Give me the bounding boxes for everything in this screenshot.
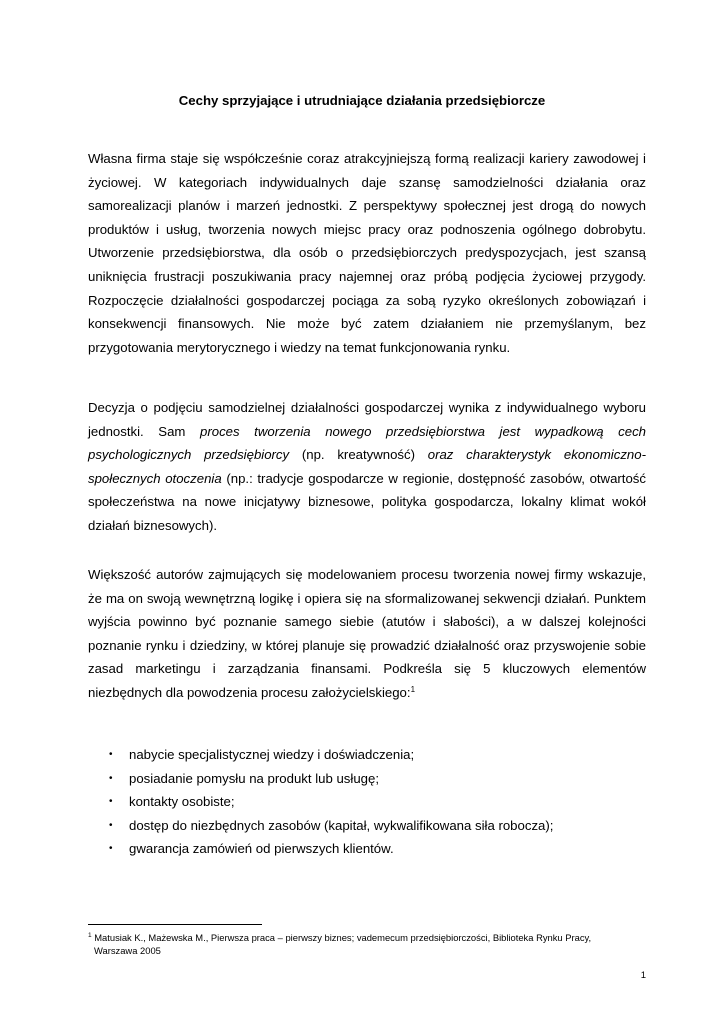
footnote-text-line-2: Warszawa 2005 bbox=[94, 945, 161, 956]
paragraph-decision-text-3: (np.: tradycje gospodarcze w regionie, dostępność zasobów, otwartość społeczeństwa na nowe inicjatywy biznesowe, polityka gospodarcza, lokalny klimat wokół działań biznesowych). bbox=[88, 470, 646, 533]
list-item bbox=[88, 814, 646, 838]
footnote-number: 1 bbox=[88, 932, 92, 939]
paragraph-decision bbox=[88, 396, 646, 538]
list-item-text: gwarancja zamówień od pierwszych klientów. bbox=[129, 841, 394, 857]
paragraph-intro: Własna firma staje się współcześnie coraz atrakcyjniejszą formą realizacji kariery zawodowej i życiowej. W kategoriach indywidualnych daje szansę samodzielności działania oraz samorealizacji planów i marzeń jednostki. Z perspektywy społecznej jest drogą do nowych produktów i usług, tworzenia nowych miejsc pracy oraz podnoszenia ogólnego dobrobytu. Utworzenie przedsiębiorstwa, dla osób o przedsiębiorczych predyspozycjach, jest szansą uniknięcia frustracji poszukiwania pracy najemnej oraz próbą podjęcia życiowej przygody. Rozpoczęcie działalności gospodarczej pociąga za sobą ryzyko określonych zobowiązań i konsekwencji finansowych. Nie może być zatem działaniem nie przemyślanym, bez przygotowania merytorycznego i wiedzy na temat funkcjonowania rynku. bbox=[88, 151, 646, 355]
footnote-reference[interactable]: 1 bbox=[410, 684, 416, 694]
list-item-text: posiadanie pomysłu na produkt lub usługę; bbox=[129, 770, 379, 786]
footnote bbox=[88, 931, 644, 957]
paragraph-decision-text-1: Decyzja o podjęciu samodzielnej działalności gospodarczej wynika z indywidualnego wyboru jednostki. Sam bbox=[88, 400, 646, 439]
footnote-divider bbox=[88, 924, 262, 925]
list-item bbox=[88, 767, 646, 791]
paragraph-decision-italic-2: oraz charakterystyk ekonomiczno-społecznych otoczenia bbox=[88, 447, 646, 486]
paragraph-process-text: Większość autorów zajmujących się modelowaniem procesu tworzenia nowej firmy wskazuje, że ma on swoją wewnętrzną logikę i opiera się na sformalizowanej sekwencji działań. Punktem wyjścia powinno być poznanie samego siebie (atutów i słabości), a w dalszej kolejności poznanie rynku i dziedziny, w której planuje się prowadzić działalność oraz przyswojenie sobie zasad marketingu i zarządzania finansami. Podkreśla się 5 kluczowych elementów niezbędnych dla powodzenia procesu założycielskiego: bbox=[88, 567, 646, 700]
paragraph-decision-italic-1: proces tworzenia nowego przedsiębiorstwa jest wypadkową cech psychologicznych przedsiębiorcy bbox=[88, 423, 647, 463]
page-number: 1 bbox=[640, 970, 646, 981]
list-item bbox=[88, 837, 646, 861]
list-item-text: kontakty osobiste; bbox=[129, 794, 235, 810]
list-item bbox=[88, 790, 646, 814]
bullet-icon: • bbox=[109, 843, 113, 855]
bullet-icon: • bbox=[109, 749, 113, 760]
list-item bbox=[88, 743, 646, 767]
footnote-text-line-1: Matusiak K., Mażewska M., Pierwsza praca – pierwszy biznes; vademecum przedsiębiorczości, Biblioteka Rynku Pracy, bbox=[94, 932, 592, 943]
list-item-text: dostęp do niezbędnych zasobów (kapitał, wykwalifikowana siła robocza); bbox=[129, 817, 554, 833]
paragraph-decision-text-2: (np. kreatywność) bbox=[289, 447, 428, 463]
document-title: Cechy sprzyjające i utrudniające działania przedsiębiorcze bbox=[178, 93, 546, 108]
bullet-icon: • bbox=[109, 796, 113, 808]
bullet-icon: • bbox=[109, 772, 113, 784]
list-item-text: nabycie specjalistycznej wiedzy i doświadczenia; bbox=[129, 747, 415, 762]
key-elements-list bbox=[88, 743, 646, 861]
bullet-icon: • bbox=[109, 819, 113, 831]
paragraph-process bbox=[88, 563, 646, 705]
